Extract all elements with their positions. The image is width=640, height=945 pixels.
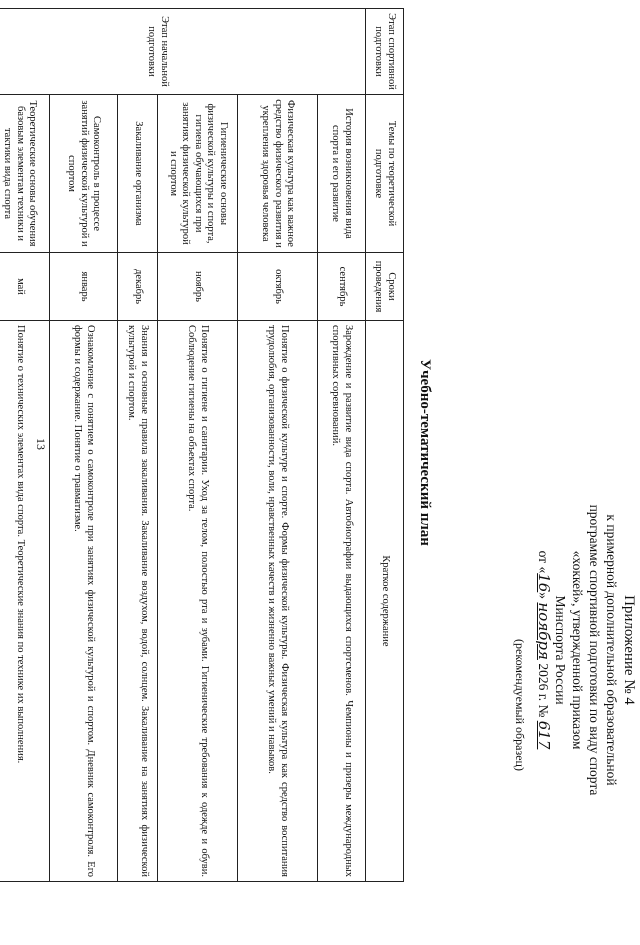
- page-number: 13: [34, 438, 48, 450]
- appendix-date: [535, 395, 552, 905]
- date-prefix: от «: [536, 550, 551, 574]
- table-row: [50, 9, 118, 882]
- topic-cell: Самоконтроль в процессе занятий физической культурой и спортом: [50, 95, 118, 253]
- sample-note: (рекомендуемый образец): [513, 639, 527, 771]
- header-topic: Темы по теоретической подготовке: [366, 95, 404, 253]
- period-cell: ноябрь: [158, 253, 238, 321]
- appendix-header: [535, 395, 637, 905]
- content-cell: Понятие о физической культуре и спорте. Формы физической культуры. Физическая культура как средство воспитания трудолюбия, организованности, воли, нравственных качеств и жизненно важных умений и навыков.: [238, 321, 318, 882]
- table-header-row: [366, 9, 404, 882]
- content-cell: Понятие о гигиене и санитарии. Уход за телом, полостью рта и зубами. Гигиенические требования к одежде и обуви. Соблюдение гигиены на объектах спорта.: [158, 321, 238, 882]
- handwritten-month: ноября: [535, 602, 553, 660]
- plan-table: [0, 8, 404, 882]
- topic-cell: Теоретические основы обучения базовым элементам техники и тактики вида спорта: [0, 95, 50, 253]
- content-cell: Понятие о технических элементах вида спорта. Теоретические знания по технике их выполнения.: [0, 321, 50, 882]
- topic-cell: История возникновения вида спорта и его развитие: [318, 95, 366, 253]
- table-row: [318, 9, 366, 882]
- stage-cell: Этап начальной подготовки: [0, 9, 366, 95]
- header-content: Краткое содержание: [366, 321, 404, 882]
- table-row: [118, 9, 158, 882]
- handwritten-day: 16: [535, 573, 553, 593]
- date-year: 2026 г. №: [536, 659, 551, 721]
- period-cell: май: [0, 253, 50, 321]
- table-row: [238, 9, 318, 882]
- content-cell: Знания и основные правила закаливания. Закаливание воздухом, водой, солнцем. Закаливание на занятиях физической культурой и спортом.: [118, 321, 158, 882]
- appendix-line: «хоккей», утвержденной приказом: [570, 550, 585, 750]
- topic-cell: Закаливание организма: [118, 95, 158, 253]
- content-cell: Ознакомление с понятием о самоконтроле при занятиях физической культурой и спортом. Дневник самоконтроля. Его формы и содержание. Понятие о травматизме.: [50, 321, 118, 882]
- header-period: Сроки проведения: [366, 253, 404, 321]
- period-cell: декабрь: [118, 253, 158, 321]
- table-row: [158, 9, 238, 882]
- plan-title: Учебно-тематический план: [417, 359, 433, 546]
- handwritten-number: 617: [535, 720, 553, 750]
- period-cell: октябрь: [238, 253, 318, 321]
- appendix-title: Приложение № 4: [621, 595, 637, 705]
- topic-cell: Гигиенические основы физической культуры и спорта, гигиена обучающихся при занятиях физической культурой и спортом: [158, 95, 238, 253]
- appendix-line: к примерной дополнительной образовательной: [604, 514, 619, 786]
- header-stage: Этап спортивной подготовки: [366, 9, 404, 95]
- appendix-line: программе спортивной подготовки по виду спорта: [587, 504, 602, 796]
- period-cell: январь: [50, 253, 118, 321]
- table-row: [0, 9, 50, 882]
- period-cell: сентябрь: [318, 253, 366, 321]
- appendix-line: Минспорта России: [553, 595, 568, 705]
- content-cell: Зарождение и развитие вида спорта. Автобиографии выдающихся спортсменов. Чемпионы и призеры международных спортивных соревнований.: [318, 321, 366, 882]
- topic-cell: Физическая культура как важное средство физического развития и укрепления здоровья человека: [238, 95, 318, 253]
- date-mid: »: [536, 592, 551, 603]
